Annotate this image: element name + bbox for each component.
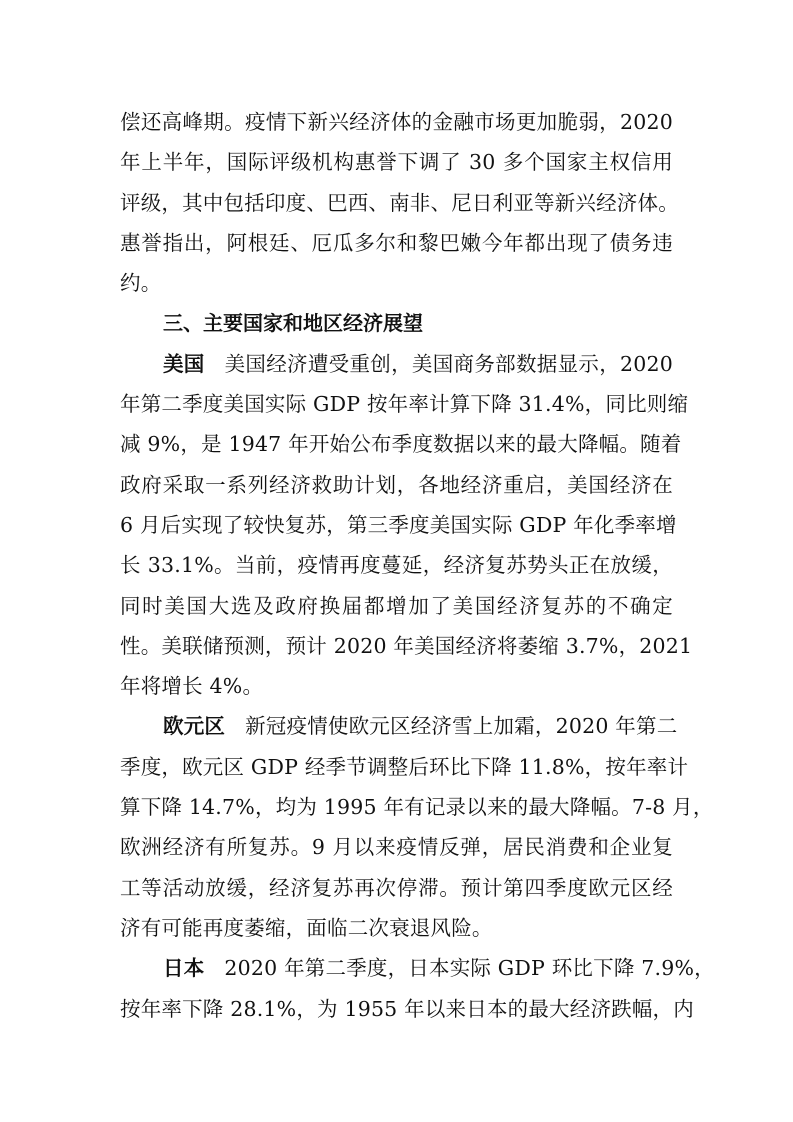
text-line: 年将增长 4%。 [120,674,264,699]
intro-paragraph [120,102,679,303]
us-paragraph [120,344,693,707]
text-line: 算下降 14.7%，均为 1995 年有记录以来的最大降幅。7-8 月， [120,795,714,820]
text-line: 工等活动放缓，经济复苏再次停滞。预计第四季度欧元区经 [120,875,673,900]
text-line: 6 月后实现了较快复苏，第三季度美国实际 GDP 年化季率增 [120,512,677,537]
text-line: 按年率下降 28.1%，为 1955 年以来日本的最大经济跌幅，内 [120,996,694,1021]
text-line [120,344,673,384]
text-line: 济有可能再度萎缩，面临二次衰退风险。 [120,915,493,940]
eurozone-lead: 欧元区 [163,714,226,739]
text-line: 季度，欧元区 GDP 经季节调整后环比下降 11.8%，按年率计 [120,754,689,779]
eurozone-line-0: 新冠疫情使欧元区经济雪上加霜，2020 年第二 [245,714,678,739]
text-line: 同时美国大选及政府换届都增加了美国经济复苏的不确定 [120,593,673,618]
text-line: 性。美联储预测，预计 2020 年美国经济将萎缩 3.7%，2021 [120,633,693,658]
text-line: 评级，其中包括印度、巴西、南非、尼日利亚等新兴经济体。 [120,190,679,215]
japan-line-0: 2020 年第二季度，日本实际 GDP 环比下降 7.9%， [224,956,715,981]
eurozone-paragraph [120,706,714,948]
us-lead: 美国 [163,351,205,376]
text-line [120,706,678,746]
text-line: 偿还高峰期。疫情下新兴经济体的金融市场更加脆弱，2020 [120,110,673,134]
text-line: 年第二季度美国实际 GDP 按年率计算下降 31.4%，同比则缩 [120,392,689,417]
text-line: 欧洲经济有所复苏。9 月以来疫情反弹，居民消费和企业复 [120,835,673,860]
text-line: 长 33.1%。当前，疫情再度蔓延，经济复苏势头正在放缓， [120,553,673,578]
us-line-0: 美国经济遭受重创，美国商务部数据显示，2020 [224,351,673,376]
text-line: 年上半年，国际评级机构惠誉下调了 30 多个国家主权信用 [120,150,673,175]
text-line: 减 9%，是 1947 年开始公布季度数据以来的最大降幅。随着 [120,432,682,457]
japan-paragraph [120,948,715,1029]
text-line: 约。 [120,271,162,296]
japan-lead: 日本 [163,956,205,981]
text-line [120,948,715,988]
section-heading: 三、主要国家和地区经济展望 [163,311,423,336]
text-line: 政府采取一系列经济救助计划，各地经济重启，美国经济在 [120,472,673,497]
text-line: 惠誉指出，阿根廷、厄瓜多尔和黎巴嫩今年都出现了债务违 [120,230,673,255]
document-page [120,102,715,1029]
